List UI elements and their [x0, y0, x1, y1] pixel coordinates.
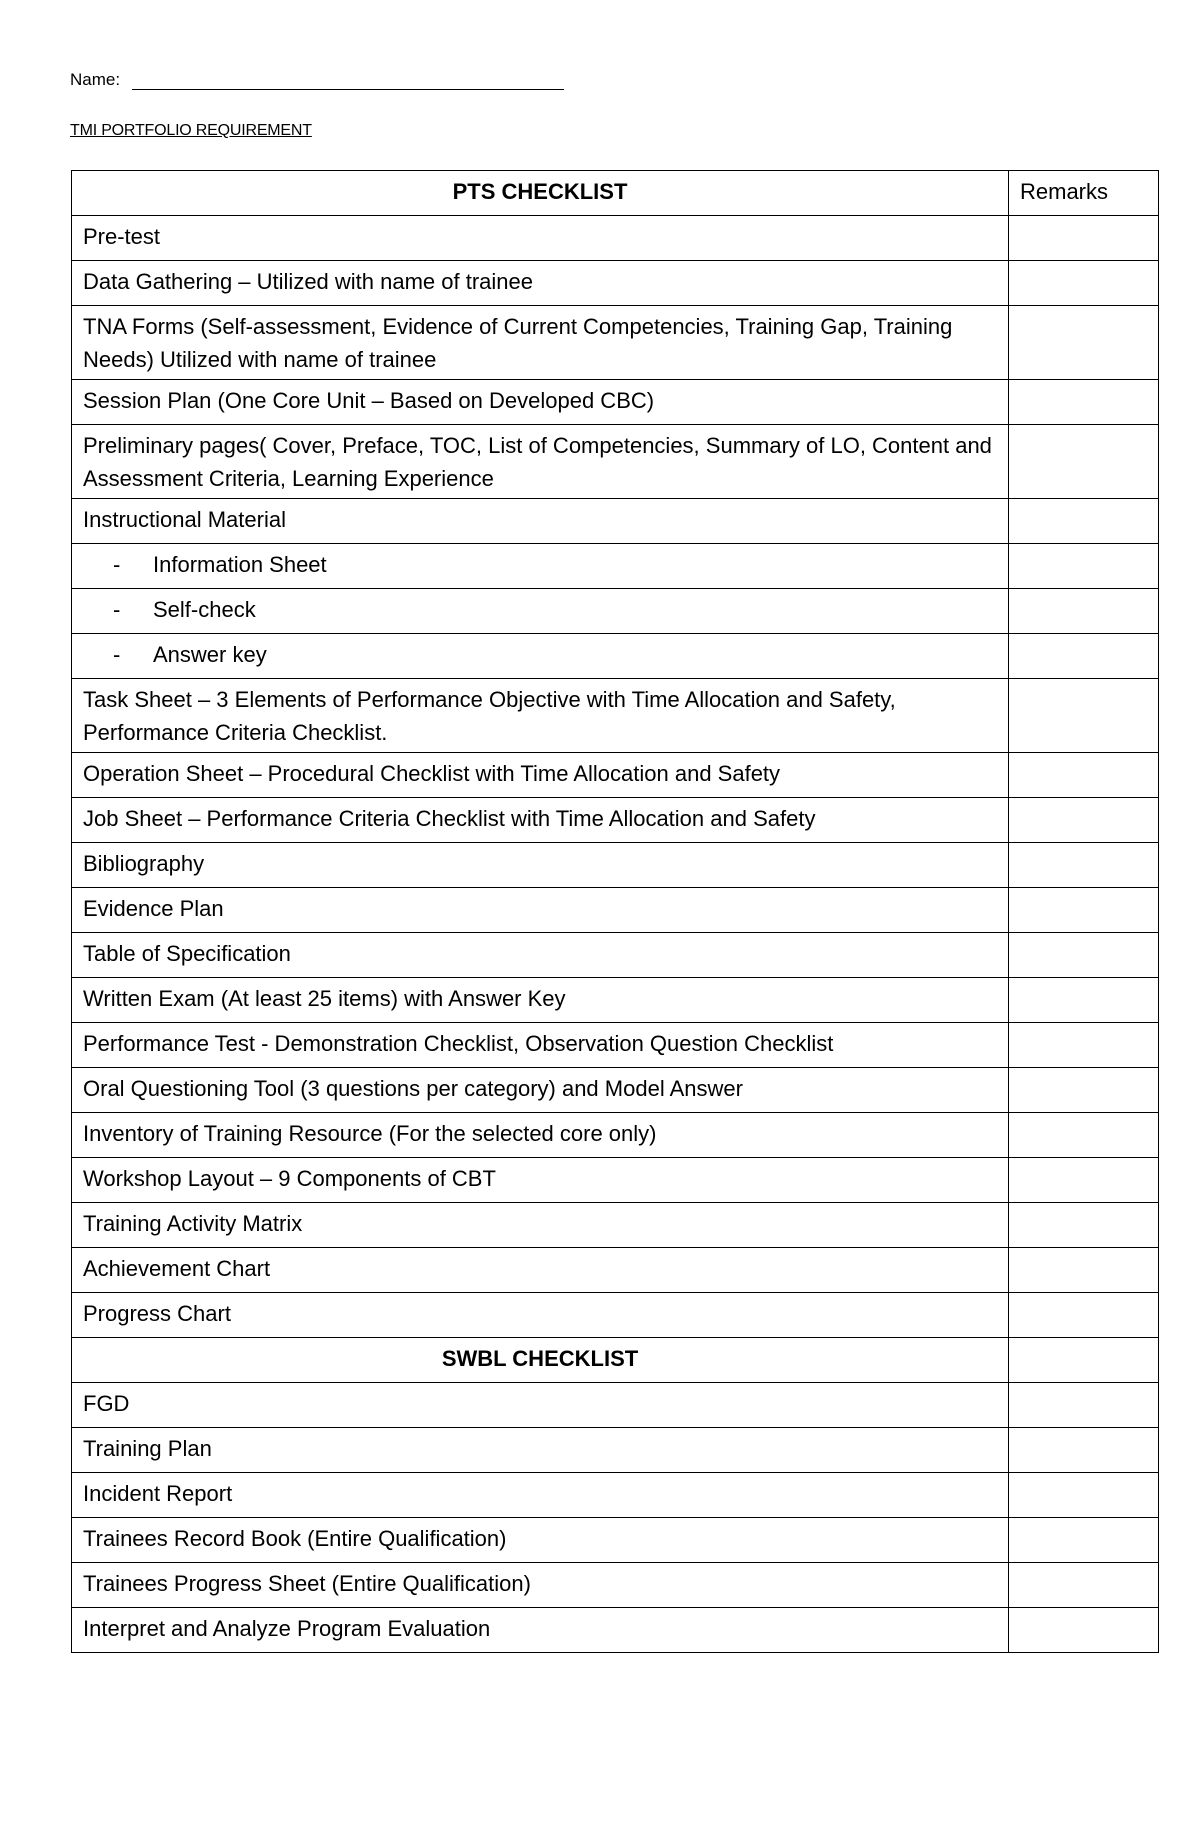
subitem-label: Self-check — [153, 597, 256, 622]
checklist-item: FGD — [72, 1383, 1009, 1428]
remarks-cell[interactable] — [1009, 499, 1159, 544]
remarks-cell[interactable] — [1009, 888, 1159, 933]
checklist-item: Training Activity Matrix — [72, 1203, 1009, 1248]
checklist-item: Preliminary pages( Cover, Preface, TOC, List of Competencies, Summary of LO, Content and Assessment Criteria, Learning Experience — [72, 425, 1009, 499]
checklist-item: TNA Forms (Self-assessment, Evidence of Current Competencies, Training Gap, Training Needs) Utilized with name of trainee — [72, 306, 1009, 380]
table-row — [72, 306, 1159, 380]
swbl-heading-row — [72, 1338, 1159, 1383]
remarks-heading: Remarks — [1009, 171, 1159, 216]
table-row — [72, 888, 1159, 933]
table-row — [72, 843, 1159, 888]
remarks-cell[interactable] — [1009, 843, 1159, 888]
remarks-cell[interactable] — [1009, 933, 1159, 978]
table-row — [72, 216, 1159, 261]
checklist-subitem — [72, 589, 1009, 634]
pts-checklist-heading: PTS CHECKLIST — [72, 171, 1009, 216]
sub-dash: - — [113, 642, 121, 667]
checklist-item: Trainees Record Book (Entire Qualification) — [72, 1518, 1009, 1563]
table-row — [72, 978, 1159, 1023]
pts-heading-row — [72, 171, 1159, 216]
subitem-label: Information Sheet — [153, 552, 327, 577]
table-row — [72, 1248, 1159, 1293]
table-row — [72, 589, 1159, 634]
table-row — [72, 679, 1159, 753]
remarks-cell[interactable] — [1009, 216, 1159, 261]
table-row — [72, 380, 1159, 425]
table-row — [72, 798, 1159, 843]
checklist-item: Achievement Chart — [72, 1248, 1009, 1293]
table-row — [72, 1383, 1159, 1428]
table-row — [72, 1023, 1159, 1068]
checklist-item: Session Plan (One Core Unit – Based on Developed CBC) — [72, 380, 1009, 425]
table-row — [72, 1068, 1159, 1113]
remarks-cell[interactable] — [1009, 544, 1159, 589]
remarks-cell[interactable] — [1009, 425, 1159, 499]
table-row — [72, 1158, 1159, 1203]
remarks-cell[interactable] — [1009, 1023, 1159, 1068]
remarks-cell[interactable] — [1009, 1158, 1159, 1203]
checklist-subitem — [72, 544, 1009, 589]
table-row — [72, 634, 1159, 679]
table-row — [72, 1113, 1159, 1158]
checklist-item: Table of Specification — [72, 933, 1009, 978]
remarks-cell[interactable] — [1009, 753, 1159, 798]
checklist-item: Progress Chart — [72, 1293, 1009, 1338]
remarks-cell[interactable] — [1009, 1518, 1159, 1563]
swbl-checklist-heading: SWBL CHECKLIST — [72, 1338, 1009, 1383]
checklist-item: Workshop Layout – 9 Components of CBT — [72, 1158, 1009, 1203]
table-row — [72, 1563, 1159, 1608]
remarks-cell[interactable] — [1009, 380, 1159, 425]
checklist-item: Trainees Progress Sheet (Entire Qualification) — [72, 1563, 1009, 1608]
remarks-cell[interactable] — [1009, 634, 1159, 679]
checklist-subitem — [72, 634, 1009, 679]
sub-dash: - — [113, 597, 121, 622]
checklist-item: Evidence Plan — [72, 888, 1009, 933]
checklist-item: Training Plan — [72, 1428, 1009, 1473]
checklist-item: Pre-test — [72, 216, 1009, 261]
checklist-item: Data Gathering – Utilized with name of trainee — [72, 261, 1009, 306]
checklist-item: Instructional Material — [72, 499, 1009, 544]
remarks-cell[interactable] — [1009, 978, 1159, 1023]
table-row — [72, 425, 1159, 499]
table-row — [72, 1518, 1159, 1563]
checklist-item: Bibliography — [72, 843, 1009, 888]
remarks-cell[interactable] — [1009, 1248, 1159, 1293]
checklist-item: Task Sheet – 3 Elements of Performance Objective with Time Allocation and Safety, Performance Criteria Checklist. — [72, 679, 1009, 753]
sub-dash: - — [113, 552, 121, 577]
checklist-item: Oral Questioning Tool (3 questions per category) and Model Answer — [72, 1068, 1009, 1113]
remarks-cell[interactable] — [1009, 1113, 1159, 1158]
checklist-item: Written Exam (At least 25 items) with Answer Key — [72, 978, 1009, 1023]
table-row — [72, 261, 1159, 306]
name-label: Name: — [70, 70, 121, 89]
table-row — [72, 753, 1159, 798]
remarks-cell[interactable] — [1009, 1473, 1159, 1518]
name-field — [70, 70, 564, 90]
remarks-cell[interactable] — [1009, 1338, 1159, 1383]
remarks-cell[interactable] — [1009, 798, 1159, 843]
remarks-cell[interactable] — [1009, 1203, 1159, 1248]
remarks-cell[interactable] — [1009, 306, 1159, 380]
checklist-item: Performance Test - Demonstration Checklist, Observation Question Checklist — [72, 1023, 1009, 1068]
remarks-cell[interactable] — [1009, 1608, 1159, 1653]
checklist-item: Job Sheet – Performance Criteria Checklist with Time Allocation and Safety — [72, 798, 1009, 843]
remarks-cell[interactable] — [1009, 261, 1159, 306]
table-row — [72, 933, 1159, 978]
remarks-cell[interactable] — [1009, 1563, 1159, 1608]
checklist-item: Incident Report — [72, 1473, 1009, 1518]
table-row — [72, 1428, 1159, 1473]
remarks-cell[interactable] — [1009, 679, 1159, 753]
table-row — [72, 499, 1159, 544]
checklist-item: Interpret and Analyze Program Evaluation — [72, 1608, 1009, 1653]
name-underline[interactable] — [132, 73, 564, 90]
document-subtitle: TMI PORTFOLIO REQUIREMENT — [70, 122, 312, 139]
checklist-item: Inventory of Training Resource (For the selected core only) — [72, 1113, 1009, 1158]
remarks-cell[interactable] — [1009, 1383, 1159, 1428]
remarks-cell[interactable] — [1009, 589, 1159, 634]
remarks-cell[interactable] — [1009, 1293, 1159, 1338]
table-row — [72, 544, 1159, 589]
table-row — [72, 1203, 1159, 1248]
table-row — [72, 1473, 1159, 1518]
table-row — [72, 1608, 1159, 1653]
subitem-label: Answer key — [153, 642, 267, 667]
checklist-table — [71, 170, 1159, 1653]
remarks-cell[interactable] — [1009, 1428, 1159, 1473]
remarks-cell[interactable] — [1009, 1068, 1159, 1113]
checklist-item: Operation Sheet – Procedural Checklist with Time Allocation and Safety — [72, 753, 1009, 798]
table-row — [72, 1293, 1159, 1338]
